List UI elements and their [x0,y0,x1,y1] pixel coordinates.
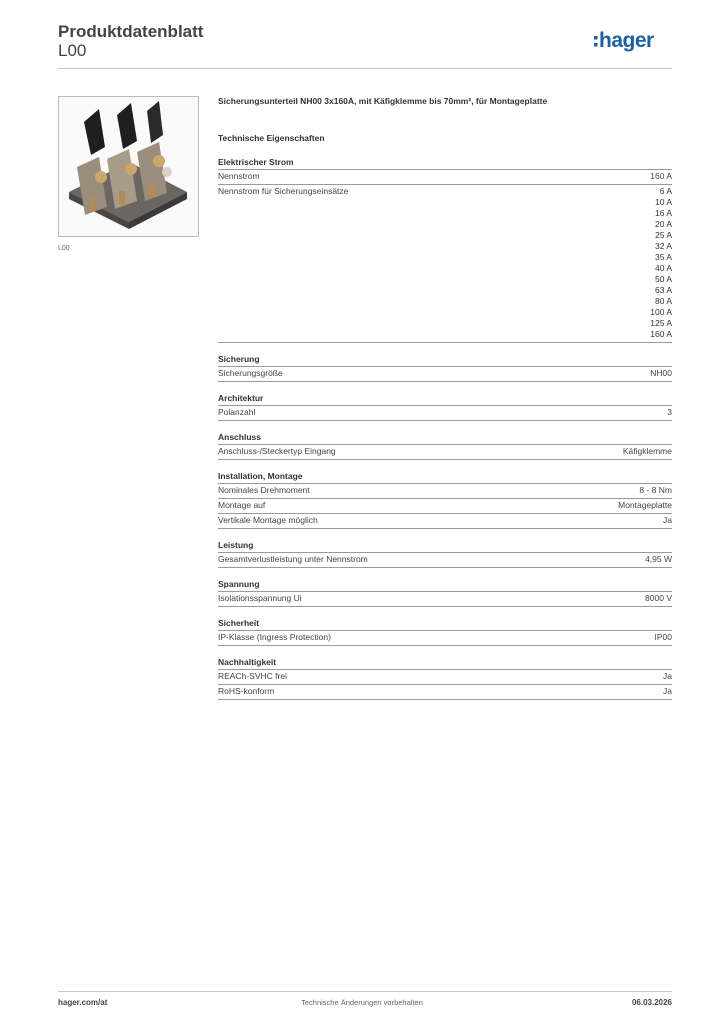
property-label: REACh-SVHC frei [218,671,287,681]
property-row [218,170,672,185]
property-label: Sicherungsgröße [218,368,283,378]
section-title: Nachhaltigkeit [218,656,672,670]
section-sustainability [218,656,672,700]
property-value: 160 A [650,171,672,181]
fuse-rating: 6 A [659,186,672,196]
footer-date: 06.03.2026 [631,998,672,1007]
fuse-rating: 25 A [654,230,672,240]
footer-divider [58,991,672,992]
svg-text:hager: hager [599,29,654,52]
property-row [218,445,672,460]
fuse-rating: 35 A [654,252,672,262]
section-installation [218,470,672,529]
fuse-rating: 16 A [654,208,672,218]
product-details [218,95,672,700]
property-value: Montageplatte [618,500,672,510]
product-description: Sicherungsunterteil NH00 3x160A, mit Käfigklemme bis 70mm², für Montageplatte [218,96,548,106]
page-header [58,22,672,68]
property-label: Polanzahl [218,407,256,417]
property-row [218,406,672,421]
section-title: Architektur [218,392,672,406]
document-title: Produktdatenblatt [58,22,204,41]
section-title: Leistung [218,539,672,553]
property-value: Ja [663,671,672,681]
section-title: Sicherheit [218,617,672,631]
product-code: L00 [58,41,87,60]
fuse-rating: 160 A [650,329,672,339]
property-row [218,484,672,499]
property-row [218,553,672,568]
property-label: Gesamtverlustleistung unter Nennstrom [218,554,368,564]
property-value: 8000 V [645,593,672,603]
section-electric-current [218,156,672,343]
property-label: Nennstrom [218,171,260,181]
property-row [218,592,672,607]
image-caption: L00 [58,245,70,252]
fuse-rating: 40 A [654,263,672,273]
fuse-rating: 80 A [654,296,672,306]
fuse-rating: 20 A [654,219,672,229]
property-label: Nennstrom für Sicherungseinsätze [218,186,349,196]
property-row [218,670,672,685]
section-title: Sicherung [218,353,672,367]
property-value: 3 [667,407,672,417]
property-value: 8 - 8 Nm [639,485,672,495]
section-title: Installation, Montage [218,470,672,484]
property-value: 4,95 W [645,554,672,564]
fuse-rating: 50 A [654,274,672,284]
property-value: Käfigklemme [622,446,672,456]
section-power [218,539,672,568]
property-value: IP00 [654,632,672,642]
property-label: IP-Klasse (Ingress Protection) [218,632,331,642]
property-label: RoHS-konform [218,686,275,696]
hager-logo [594,27,672,53]
fuse-rating: 10 A [654,197,672,207]
property-row [218,514,672,529]
property-label: Vertikale Montage möglich [218,515,318,525]
section-safety [218,617,672,646]
property-value: Ja [663,686,672,696]
fuse-rating: 63 A [654,285,672,295]
section-voltage [218,578,672,607]
property-row [218,367,672,382]
property-row [218,685,672,700]
property-label: Nominales Drehmoment [218,485,310,495]
technical-properties-heading: Technische Eigenschaften [218,133,325,143]
property-value: Ja [663,515,672,525]
property-row [218,185,672,343]
section-fuse [218,353,672,382]
section-title: Elektrischer Strom [218,156,672,170]
fuse-rating: 125 A [650,318,672,328]
fuse-rating: 32 A [654,241,672,251]
footer-note: Technische Änderungen vorbehalten [301,998,423,1007]
property-row [218,499,672,514]
section-architecture [218,392,672,421]
section-connection [218,431,672,460]
property-label: Isolationsspannung Ui [218,593,302,603]
property-value-list [650,186,672,340]
footer-website-link[interactable]: hager.com/at [58,998,108,1007]
header-divider [58,68,672,69]
property-label: Anschluss-/Steckertyp Eingang [218,446,336,456]
section-title: Anschluss [218,431,672,445]
property-row [218,631,672,646]
section-title: Spannung [218,578,672,592]
property-value: NH00 [650,368,672,378]
fuse-rating: 100 A [650,307,672,317]
property-label: Montage auf [218,500,266,510]
product-image [58,96,199,237]
